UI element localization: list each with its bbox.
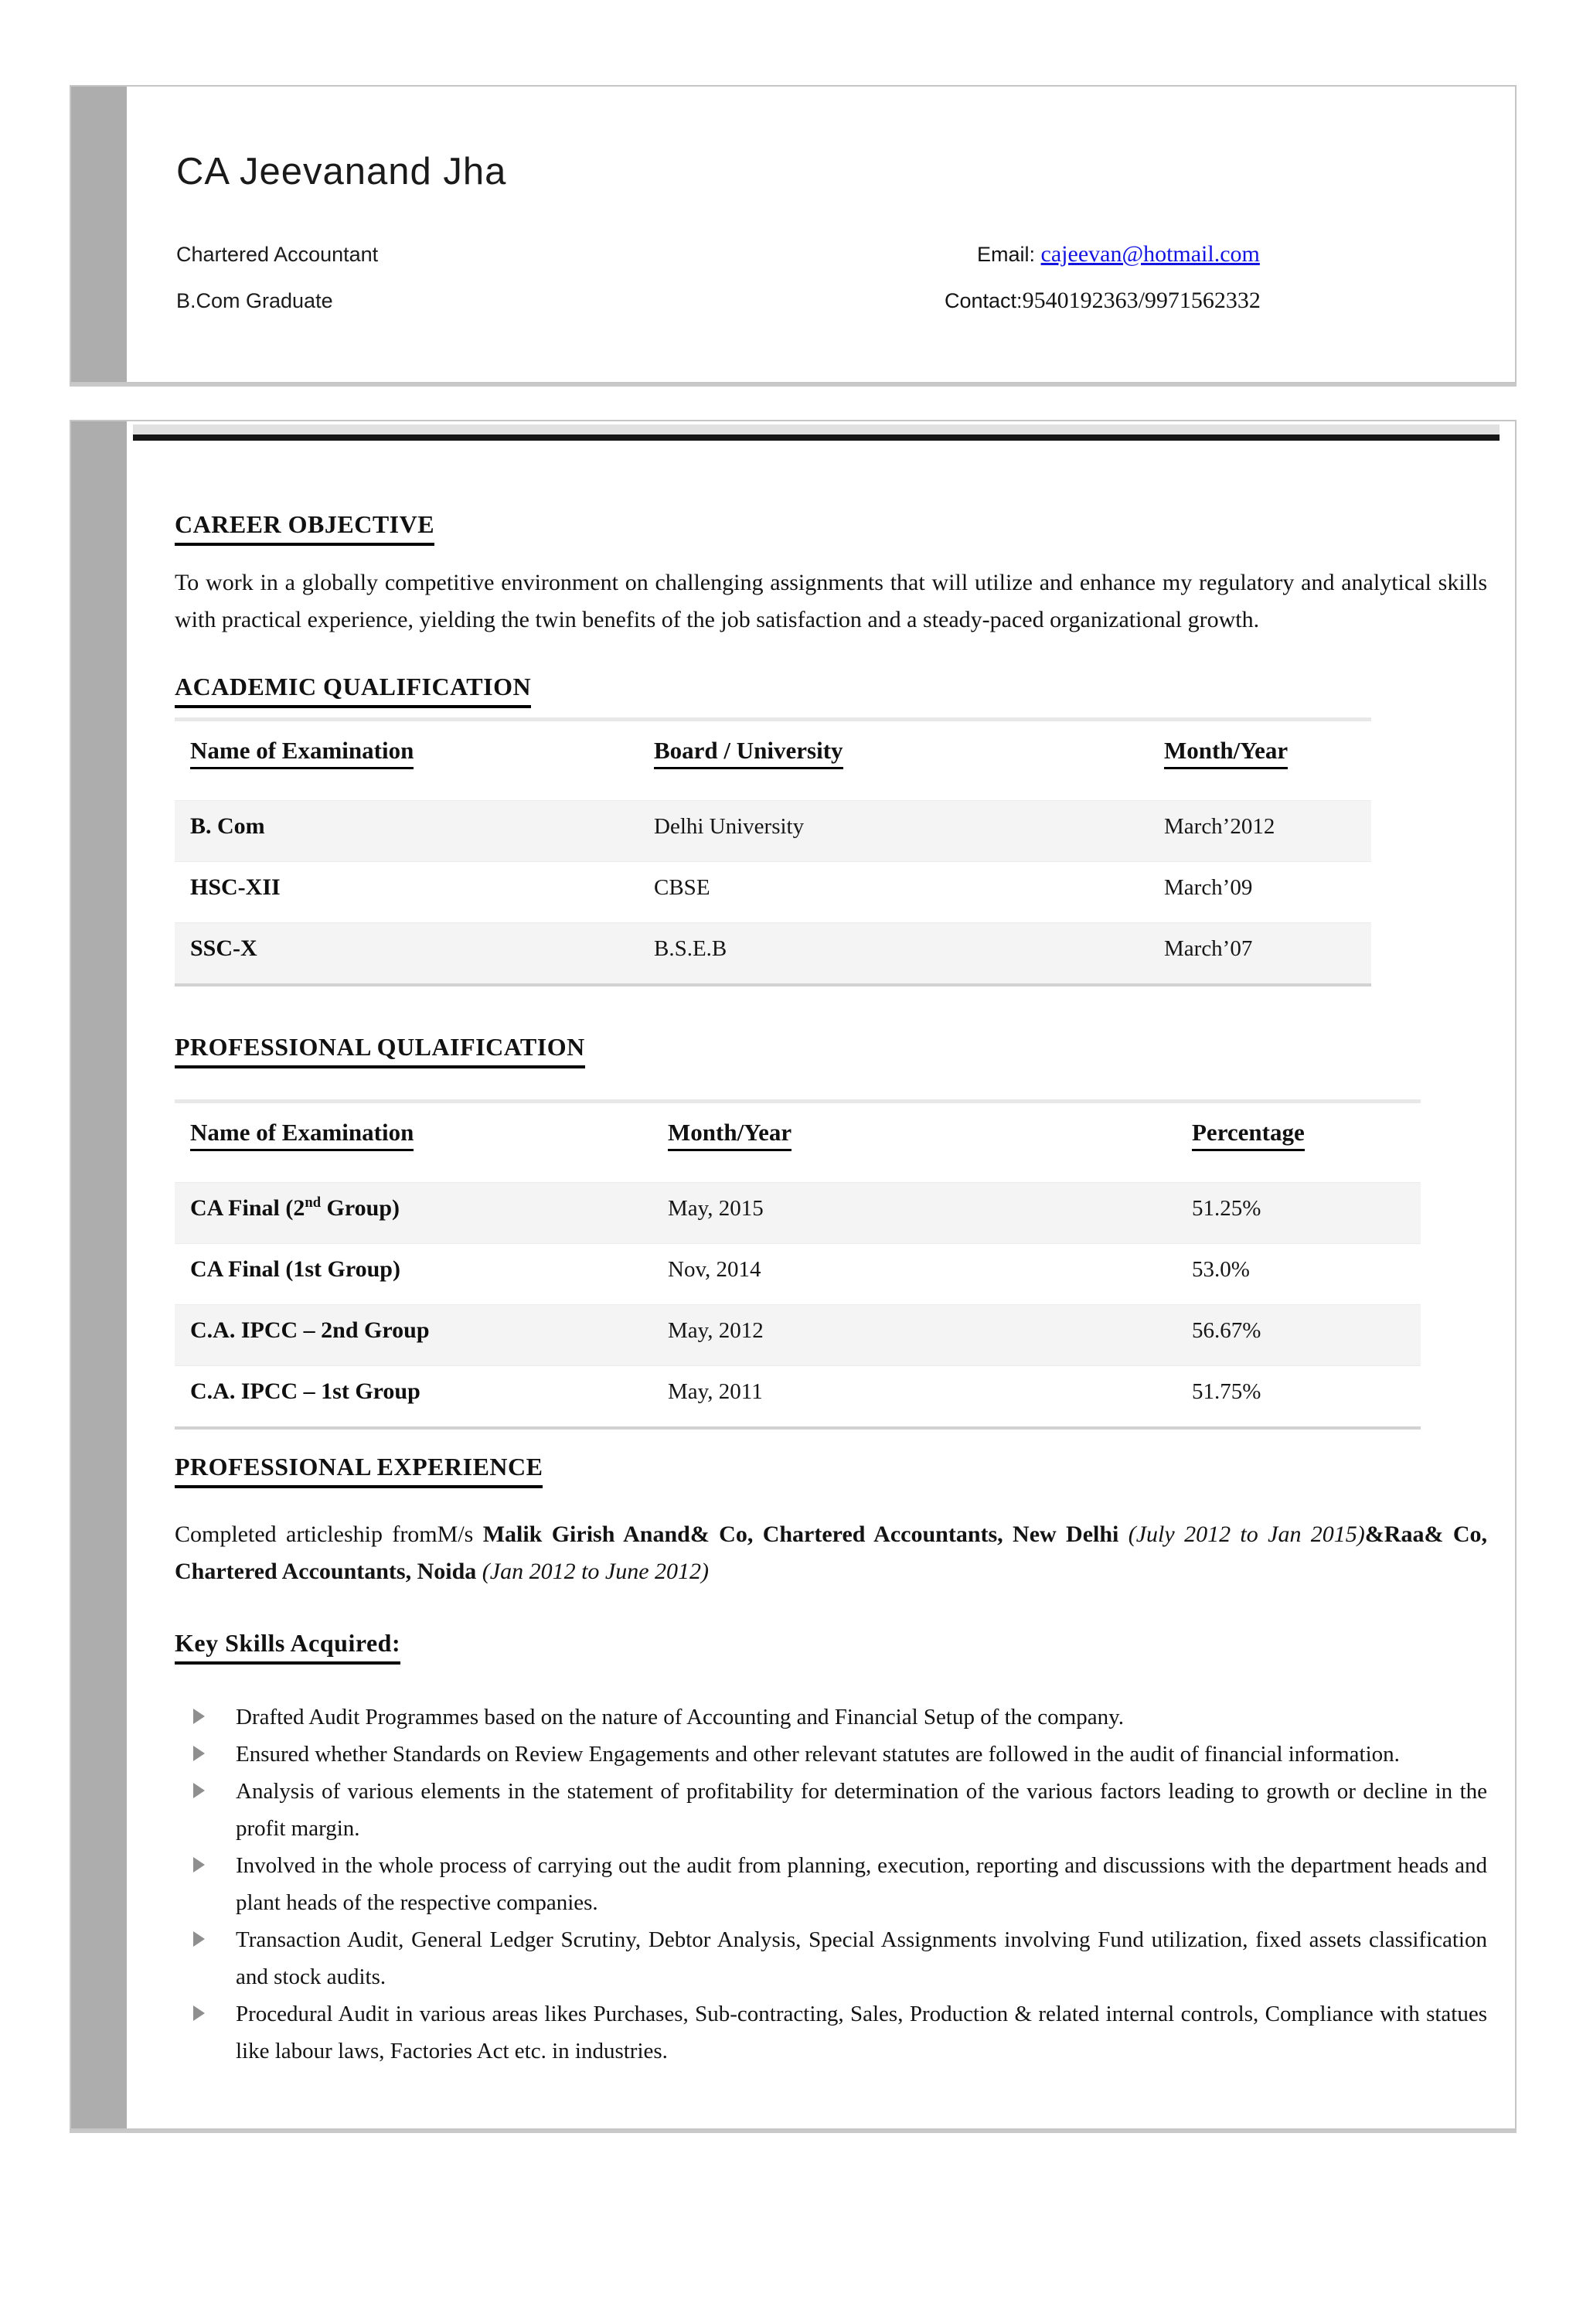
table-header-cell: Board / University [638, 720, 1149, 801]
table-row [175, 1305, 1421, 1366]
header-content [127, 87, 1515, 382]
bullet-arrow-icon [193, 1746, 205, 1761]
email-line [945, 241, 1346, 267]
table-header-cell: Name of Examination [175, 720, 638, 801]
top-black-rule [133, 434, 1500, 441]
table-cell: March’2012 [1164, 814, 1275, 839]
table-cell: May, 2011 [668, 1379, 763, 1404]
academic-qualification-table [175, 717, 1371, 987]
bullet-arrow-icon [193, 2005, 205, 2021]
professional-qualification-table [175, 1099, 1421, 1429]
candidate-name: CA Jeevanand Jha [176, 151, 507, 193]
section-heading-academic-qualification: ACADEMIC QUALIFICATION [175, 673, 1487, 708]
resume-page [70, 420, 1517, 2130]
list-item [175, 1995, 1487, 2070]
list-item-text: Analysis of various elements in the statement of profitability for determination of the various factors leading to growth or decline in the profit margin. [236, 1779, 1487, 1841]
table-cell: Delhi University [654, 814, 805, 839]
bullet-arrow-icon [193, 1709, 205, 1724]
page-left-gray-bar [71, 421, 127, 2128]
professional-experience-text [175, 1516, 1487, 1590]
top-gray-strip [133, 424, 1500, 434]
table-cell: 51.75% [1192, 1379, 1261, 1404]
table-row [175, 923, 1371, 986]
table-row [175, 1366, 1421, 1429]
table-cell: March’09 [1164, 875, 1253, 900]
text-run: Completed articleship fromM/s [175, 1522, 483, 1547]
list-item [175, 1847, 1487, 1921]
career-objective-text: To work in a globally competitive environment on challenging assignments that will utilize and enhance my regulatory and analytical skills with practical experience, yielding the twin benefits of the job satisfaction and a steady-paced organizational growth. [175, 570, 1487, 632]
header-page [70, 85, 1517, 383]
table-row [175, 801, 1371, 862]
table-row [175, 1244, 1421, 1305]
email-label: Email: [977, 243, 1036, 266]
subtitle-line1: Chartered Accountant [176, 243, 379, 266]
table-cell: SSC-X [190, 935, 257, 961]
section-heading-key-skills: Key Skills Acquired: [175, 1629, 1487, 1665]
table-cell: May, 2015 [668, 1196, 764, 1221]
table-header-cell: Month/Year [652, 1102, 1176, 1183]
table-cell: Nov, 2014 [668, 1257, 761, 1282]
table-cell: 56.67% [1192, 1318, 1261, 1343]
bullet-arrow-icon [193, 1857, 205, 1872]
table-cell: CA Final (1st Group) [190, 1256, 400, 1282]
text-run: (July 2012 to Jan 2015) [1128, 1522, 1365, 1547]
table-header-cell: Name of Examination [175, 1102, 652, 1183]
page-left-gray-bar [71, 87, 127, 382]
section-heading-professional-experience: PROFESSIONAL EXPERIENCE [175, 1453, 1487, 1488]
key-skills-list [175, 1699, 1487, 2070]
resume-content [127, 421, 1515, 2128]
email-link[interactable]: cajeevan@hotmail.com [1040, 241, 1260, 267]
table-cell: 53.0% [1192, 1257, 1250, 1282]
table-cell: B. Com [190, 813, 265, 839]
section-heading-career-objective: CAREER OBJECTIVE [175, 510, 1487, 546]
text-run: Malik Girish Anand& Co, Chartered Accountants, New Delhi [482, 1522, 1119, 1547]
list-item [175, 1921, 1487, 1995]
list-item [175, 1699, 1487, 1736]
list-item-text: Involved in the whole process of carrying out the audit from planning, execution, reporting and discussions with the department heads and plant heads of the respective companies. [236, 1853, 1487, 1915]
list-item [175, 1736, 1487, 1773]
list-item-text: Procedural Audit in various areas likes Purchases, Sub-contracting, Sales, Production & related internal controls, Compliance with statues like labour laws, Factories Act etc. in industries. [236, 2002, 1487, 2063]
text-run [1118, 1522, 1128, 1547]
contact-value: 9540192363/9971562332 [1022, 288, 1261, 313]
table-cell: May, 2012 [668, 1318, 764, 1343]
text-run: (Jan 2012 to June 2012) [482, 1559, 710, 1584]
contact-line [945, 288, 1346, 314]
table-header-row [175, 720, 1371, 801]
table-header-cell: Percentage [1176, 1102, 1421, 1183]
subtitle-line2: B.Com Graduate [176, 289, 333, 312]
list-item-text: Ensured whether Standards on Review Engagements and other relevant statutes are followed in the audit of financial information. [236, 1742, 1400, 1767]
table-header-row [175, 1102, 1421, 1183]
table-cell: March’07 [1164, 936, 1253, 961]
table-cell: HSC-XII [190, 874, 281, 900]
text-run [476, 1559, 482, 1584]
text-run: &Raa& Co, Chartered Accountants, Noida [175, 1522, 1487, 1584]
bullet-arrow-icon [193, 1783, 205, 1798]
section-heading-professional-qualification: PROFESSIONAL QULAIFICATION [175, 1033, 1487, 1068]
list-item-text: Drafted Audit Programmes based on the nature of Accounting and Financial Setup of the company. [236, 1705, 1124, 1729]
table-cell: CBSE [654, 875, 710, 900]
table-cell: B.S.E.B [654, 936, 727, 961]
table-cell: C.A. IPCC – 2nd Group [190, 1317, 430, 1343]
table-cell: C.A. IPCC – 1st Group [190, 1378, 420, 1404]
table-cell: 51.25% [1192, 1196, 1261, 1221]
table-header-cell: Month/Year [1149, 720, 1371, 801]
list-item [175, 1773, 1487, 1847]
list-item-text: Transaction Audit, General Ledger Scrutiny, Debtor Analysis, Special Assignments involving Fund utilization, fixed assets classification and stock audits. [236, 1927, 1487, 1989]
table-cell: CA Final (2nd Group) [190, 1194, 400, 1221]
contact-label: Contact: [945, 289, 1023, 312]
bullet-arrow-icon [193, 1931, 205, 1947]
table-row [175, 1183, 1421, 1244]
table-row [175, 862, 1371, 923]
header-detail-grid [176, 241, 1515, 314]
